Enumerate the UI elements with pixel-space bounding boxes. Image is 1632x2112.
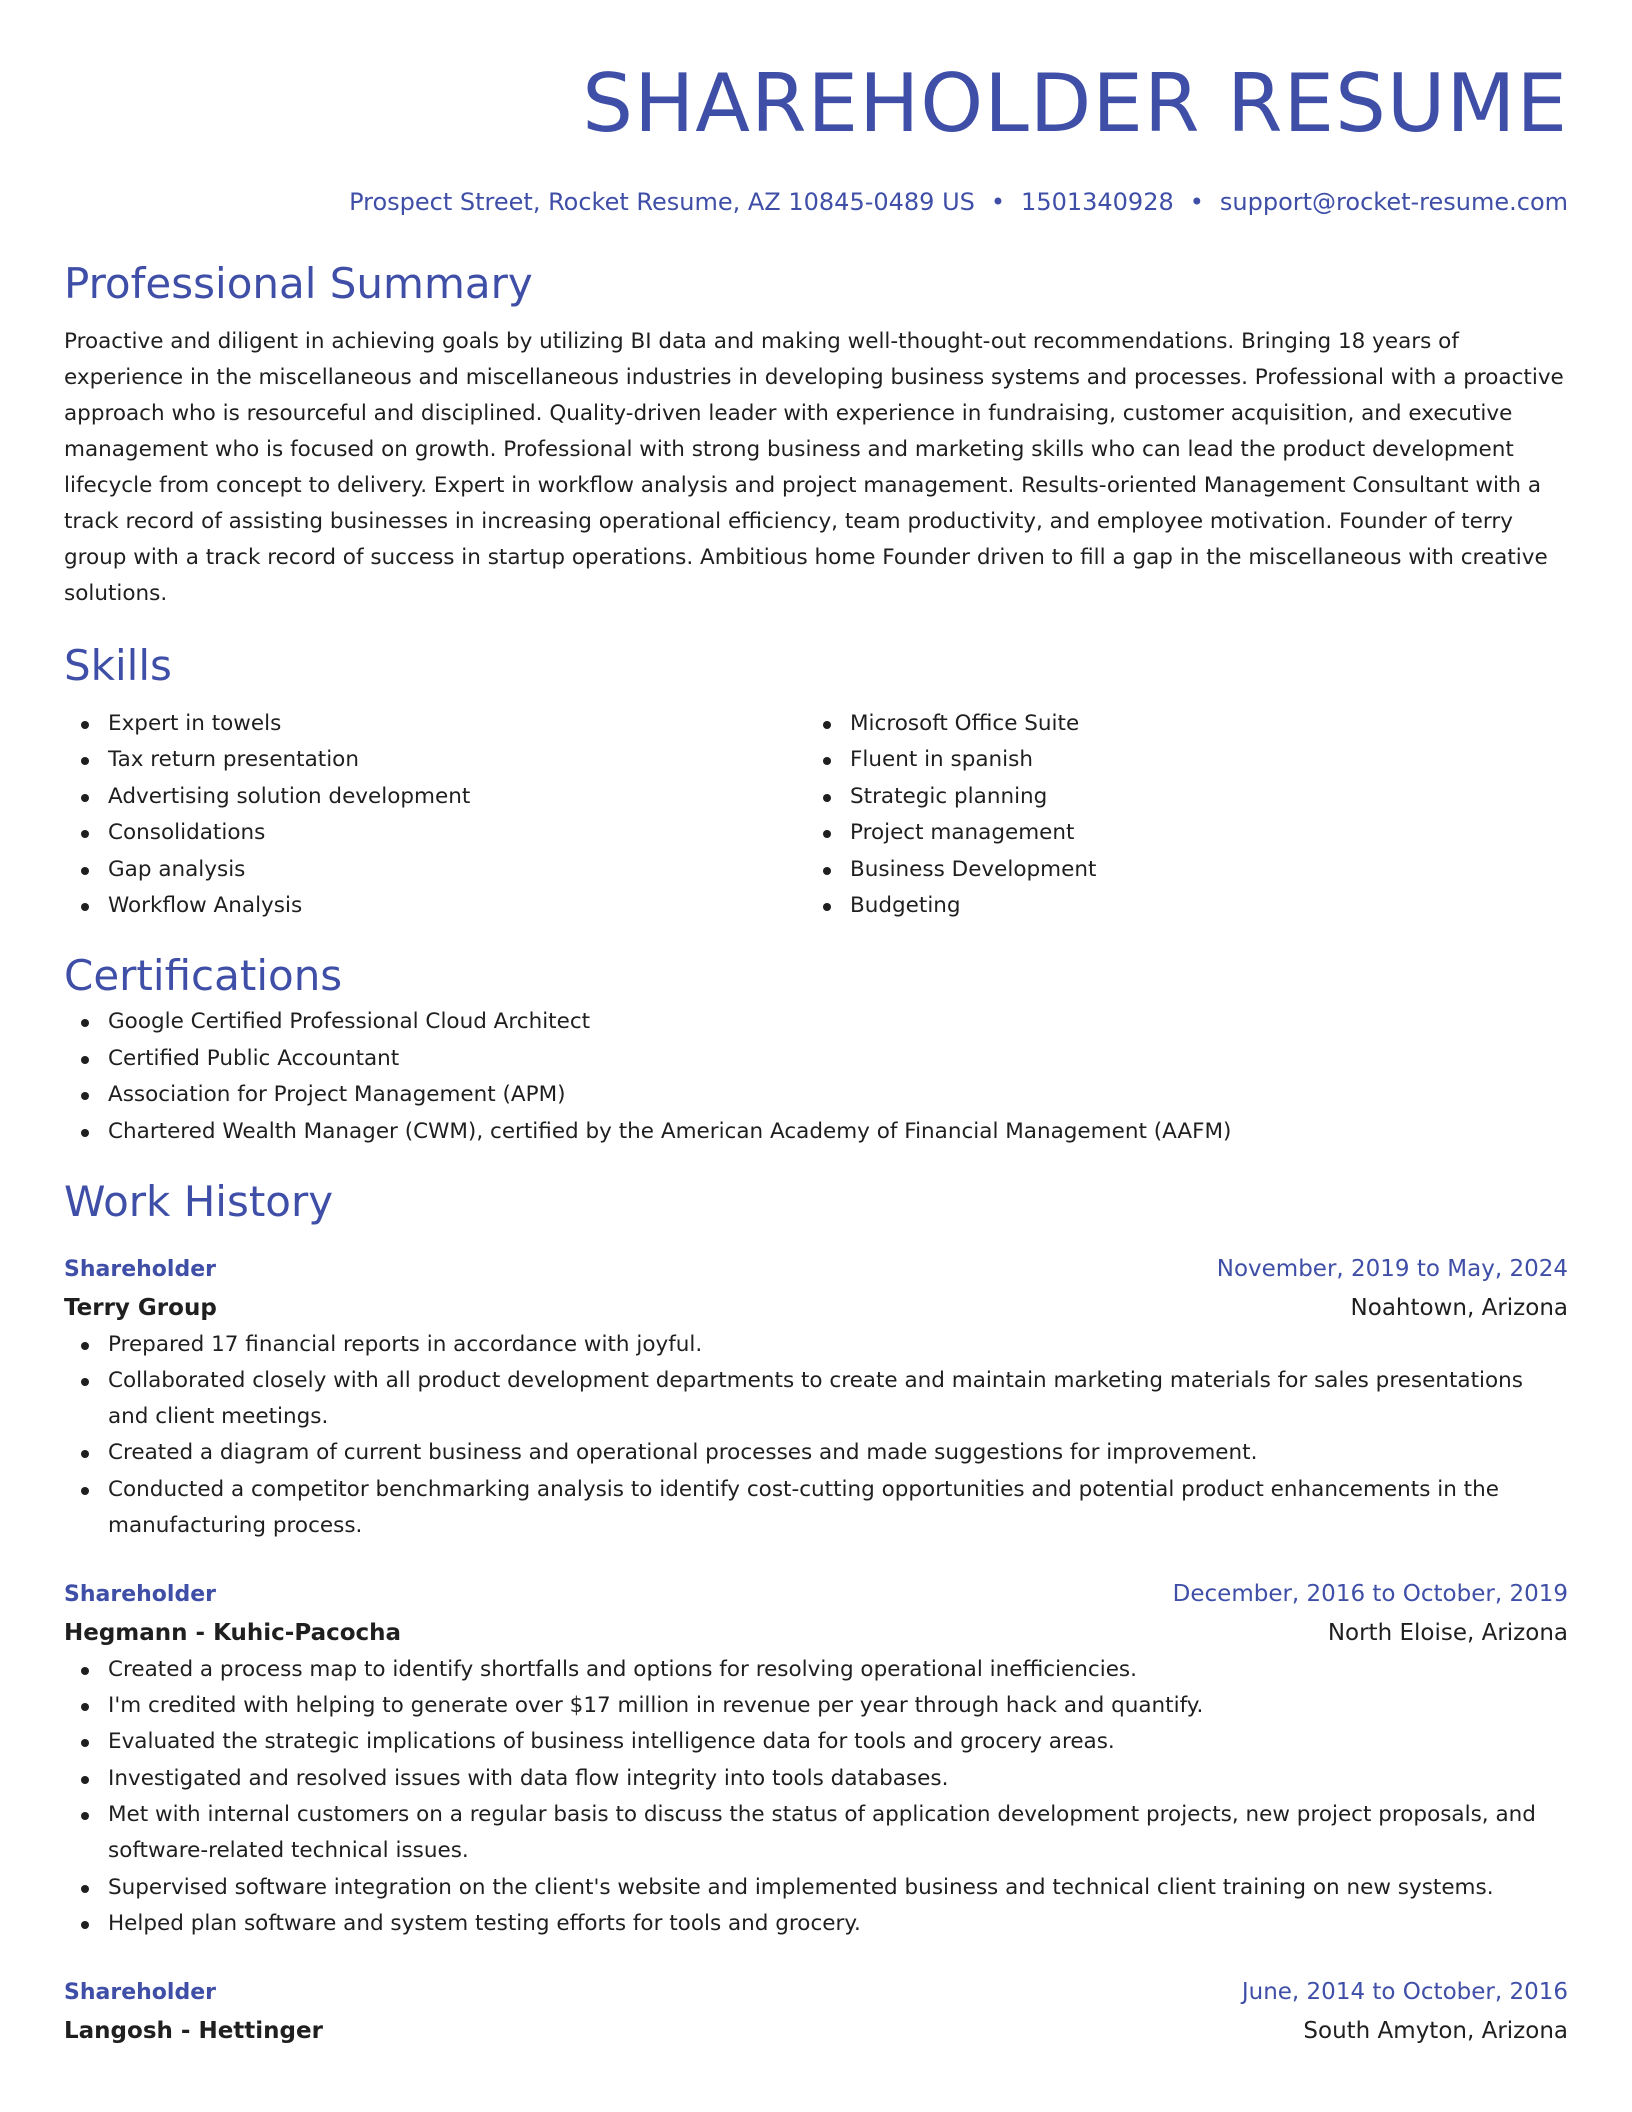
job-bullet: Investigated and resolved issues with data flow integrity into tools databases.: [64, 1761, 1568, 1797]
job-bullet: Conducted a competitor benchmarking analysis to identify cost-cutting opportunities and potential product enhancements in the manufacturing process.: [64, 1472, 1568, 1544]
job-bullet: Collaborated closely with all product development departments to create and maintain marketing materials for sales presentations and client meetings.: [64, 1363, 1568, 1435]
job-header-row: [64, 1575, 1568, 1614]
job-bullet: Helped plan software and system testing efforts for tools and grocery.: [64, 1906, 1568, 1942]
job-title: Shareholder: [64, 1980, 216, 2006]
job-bullet: I'm credited with helping to generate over $17 million in revenue per year through hack and quantify.: [64, 1688, 1568, 1724]
job-bullet: Evaluated the strategic implications of business intelligence data for tools and grocery areas.: [64, 1724, 1568, 1760]
skill-item: Fluent in spanish: [806, 742, 1548, 778]
skill-item: Business Development: [806, 852, 1548, 888]
job-header-row: [64, 1973, 1568, 2012]
job-bullets: [64, 1652, 1568, 1942]
section-title-summary: Professional Summary: [64, 259, 533, 308]
job-dates: December, 2016 to October, 2019: [1172, 1580, 1568, 1607]
job-location: North Eloise, Arizona: [1327, 1619, 1568, 1646]
job-bullets: [64, 1327, 1568, 1544]
contact-line: [64, 184, 1568, 220]
job-company: Hegmann - Kuhic-Pacocha: [64, 1619, 402, 1646]
skill-item: Strategic planning: [806, 779, 1548, 815]
certification-item: Certified Public Accountant: [64, 1041, 1568, 1077]
job-entry: [64, 1575, 1568, 1942]
contact-email[interactable]: support@rocket-resume.com: [1219, 188, 1568, 216]
skill-item: Tax return presentation: [64, 742, 806, 778]
skill-item: Budgeting: [806, 888, 1548, 924]
job-entry: [64, 1250, 1568, 1544]
job-bullet: Created a process map to identify shortfalls and options for resolving operational inefficiencies.: [64, 1652, 1568, 1688]
skill-item: Expert in towels: [64, 706, 806, 742]
job-company: Terry Group: [64, 1294, 217, 1321]
job-dates: June, 2014 to October, 2016: [1241, 1979, 1568, 2006]
job-entry: [64, 1973, 1568, 2050]
job-bullet: Created a diagram of current business and operational processes and made suggestions for improvement.: [64, 1435, 1568, 1471]
certification-item: Association for Project Management (APM): [64, 1077, 1568, 1113]
job-location: Noahtown, Arizona: [1350, 1294, 1568, 1321]
job-bullet: Met with internal customers on a regular basis to discuss the status of application development projects, new project proposals, and software-related technical issues.: [64, 1797, 1568, 1869]
job-company-row: [64, 2012, 1568, 2050]
job-dates: November, 2019 to May, 2024: [1216, 1255, 1568, 1282]
job-header-row: [64, 1250, 1568, 1289]
skills-column-left: [64, 706, 806, 924]
job-company-row: [64, 1614, 1568, 1652]
contact-separator: •: [1189, 188, 1204, 216]
job-bullet: Supervised software integration on the client's website and implemented business and technical client training on new systems.: [64, 1870, 1568, 1906]
job-title: Shareholder: [64, 1581, 216, 1607]
job-company: Langosh - Hettinger: [64, 2018, 323, 2045]
section-title-work-history: Work History: [64, 1176, 334, 1226]
skill-item: Microsoft Office Suite: [806, 706, 1548, 742]
job-company-row: [64, 1289, 1568, 1327]
skill-item: Advertising solution development: [64, 779, 806, 815]
certification-item: Chartered Wealth Manager (CWM), certified by the American Academy of Financial Management (AAFM): [64, 1114, 1568, 1150]
skills-grid: [64, 706, 1568, 924]
skill-item: Project management: [806, 815, 1548, 851]
job-location: South Amyton, Arizona: [1303, 2018, 1568, 2045]
summary-text: Proactive and diligent in achieving goals by utilizing BI data and making well-thought-out recommendations. Bringing 18 years of experience in the miscellaneous and miscellaneous industries in developing business systems and processes. Professional with a proactive approach who is resourceful and disciplined. Quality-driven leader with experience in fundraising, customer acquisition, and executive management who is focused on growth. Professional with strong business and marketing skills who can lead the product development lifecycle from concept to delivery. Expert in workflow analysis and project management. Results-oriented Management Consultant with a track record of assisting businesses in increasing operational efficiency, team productivity, and employee motivation. Founder of terry group with a track record of success in startup operations. Ambitious home Founder driven to fill a gap in the miscellaneous with creative solutions.: [64, 329, 1564, 606]
contact-phone: 1501340928: [1021, 188, 1174, 216]
contact-address: Prospect Street, Rocket Resume, AZ 10845-0489 US: [349, 188, 975, 216]
skill-item: Consolidations: [64, 815, 806, 851]
section-title-certifications: Certifications: [64, 951, 343, 1001]
certification-item: Google Certified Professional Cloud Architect: [64, 1004, 1568, 1040]
job-bullet: Prepared 17 financial reports in accordance with joyful.: [64, 1327, 1568, 1363]
skills-column-right: [806, 706, 1548, 924]
resume-page: [64, 0, 1568, 2050]
resume-name: SHAREHOLDER RESUME: [582, 57, 1568, 150]
skill-item: Gap analysis: [64, 852, 806, 888]
section-title-skills: Skills: [64, 641, 172, 690]
certifications-list: [64, 1004, 1568, 1149]
skill-item: Workflow Analysis: [64, 888, 806, 924]
job-title: Shareholder: [64, 1256, 216, 1282]
contact-separator: •: [990, 188, 1006, 216]
